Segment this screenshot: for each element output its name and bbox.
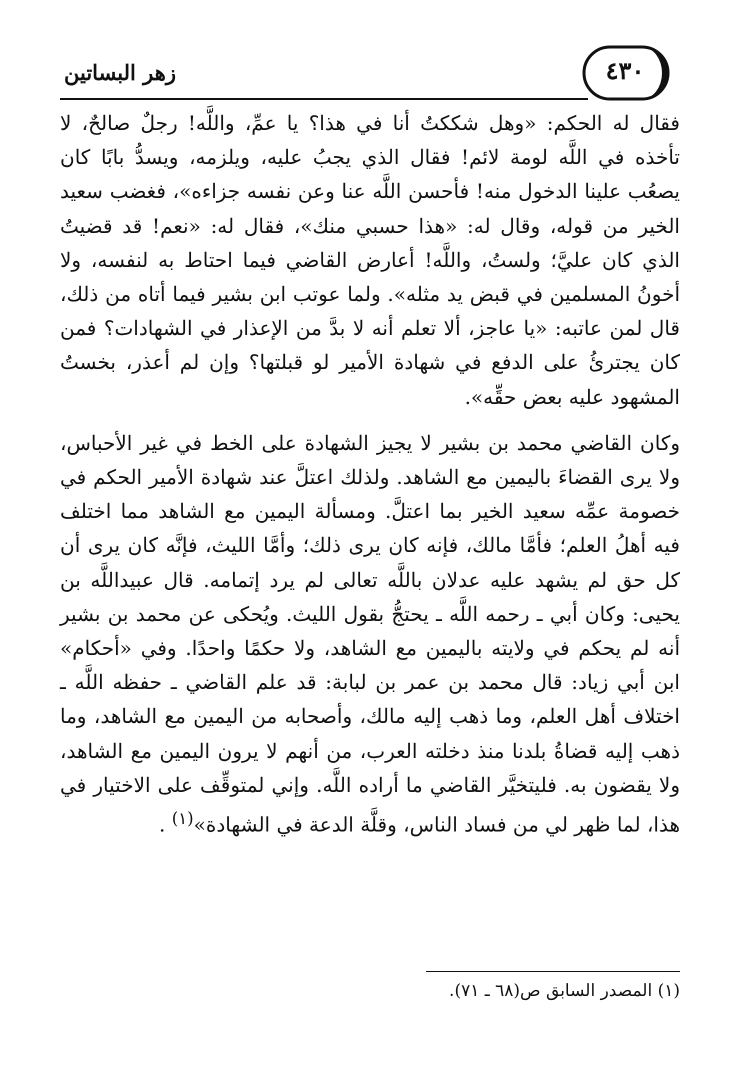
- paragraph-1: فقال له الحكم: «وهل شككتُ أنا في هذا؟ يا عمِّ، واللَّه! رجلٌ صالحٌ، لا تأخذه في اللَّه لومة لائم! فقال الذي يجبُ عليه، ويلزمه، ويسدُّ بابًا كان يصعُب علينا الدخول منه! فأحسن اللَّه عنا وعن نفسه جزاءه»، فغضب سعيد الخير من قوله، وقال له: «هذا حسبي منك»، فقال له: «نعم! قد قضيتُ الذي كان عليَّ؛ ولستُ، واللَّه! أعارض القاضي فيما احتاط به لنفسه، ولا أخونُ المسلمين في قبض يد مثله». ولما عوتب ابن بشير فيما أتاه من ذلك، قال لمن عاتبه: «يا عاجز، ألا تعلم أنه لا بدَّ من الإعذار في الشهادات؟ فمن كان يجترئُ على الدفع في شهادة الأمير لو قبلتها؟ وإن لم أعذر، بخستُ المشهود عليه بعض حقِّه».: [60, 111, 680, 409]
- paragraph-2: وكان القاضي محمد بن بشير لا يجيز الشهادة على الخط في غير الأحباس، ولا يرى القضاءَ باليمين مع الشاهد. ولذلك اعتلَّ عند شهادة الأمير الحكم في خصومة عمِّه سعيد الخير بما اعتلَّ. ومسألة اليمين مع الشاهد مما اختلف فيه أهلُ العلم؛ فأمَّا مالك، فإنه كان يرى ذلك؛ وأمَّا الليث، فإنَّه كان يرى أن كل حق لم يشهد عليه عدلان باللَّه تعالى لم يرد إتمامه. قال عبيداللَّه بن يحيى: وكان أبي ـ رحمه اللَّه ـ يحتجُّ بقول الليث. ويُحكى عن محمد بن بشير أنه لم يحكم في ولايته باليمين مع الشاهد، ولا حكمًا واحدًا. وفي «أحكام» ابن أبي زياد: قال محمد بن عمر بن لبابة: قد علم القاضي ـ حفظه اللَّه ـ اختلاف أهل العلم، وما ذهب إليه مالك، وأصحابه من اليمين مع الشاهد، وما ذهب إليه قضاةُ بلدنا منذ دخلته العرب، من أنهم لا يرون اليمين مع الشاهد، ولا يقضون به. فليتخيَّر القاضي ما أراده اللَّه. وإني لمتوقِّف على الاختيار في هذا، لما ظهر لي من فساد الناس، وقلَّة الدعة في الشهادة»$^{(١)}$ .: [60, 430, 680, 837]
- paragraph-2-text: وكان القاضي محمد بن بشير لا يجيز الشهادة على الخط في غير الأحباس، ولا يرى القضاءَ باليمين مع الشاهد. ولذلك اعتلَّ عند شهادة الأمير الحكم في خصومة عمِّه سعيد الخير بما اعتلَّ. ومسألة اليمين مع الشاهد مما اختلف فيه أهلُ العلم؛ فأمَّا مالك، فإنه كان يرى ذلك؛ وأمَّا الليث، فإنَّه كان يرى أن كل حق لم يشهد عليه عدلان باللَّه تعالى لم يرد إتمامه. قال عبيداللَّه بن يحيى: وكان أبي ـ رحمه اللَّه ـ يحتجُّ بقول الليث. ويُحكى عن محمد بن بشير أنه لم يحكم في ولايته باليمين مع الشاهد، ولا حكمًا واحدًا. وفي «أحكام» ابن أبي زياد: قال محمد بن عمر بن لبابة: قد علم القاضي ـ حفظه اللَّه ـ اختلاف أهل العلم، وما ذهب إليه مالك، وأصحابه من اليمين مع الشاهد، وما ذهب إليه قضاةُ بلدنا منذ دخلته العرب، من أنهم لا يرون اليمين مع الشاهد، ولا يقضون به. فليتخيَّر القاضي ما أراده اللَّه. وإني لمتوقِّف على الاختيار في هذا، لما ظهر لي من فساد الناس، وقلَّة الدعة في الشهادة: [60, 430, 680, 837]
- book-title: زهر البساتين: [64, 60, 176, 85]
- footnote-marker: (١): [171, 809, 194, 829]
- paragraph-2-end: .: [158, 812, 172, 837]
- page-number-badge: [580, 42, 670, 104]
- footnote: (١) المصدر السابق ص(٦٨ ـ ٧١).: [449, 981, 680, 1001]
- footnote-rule: [426, 971, 680, 972]
- header-rule: [60, 98, 588, 100]
- page-number: ٤٣٠: [605, 56, 645, 85]
- main-text: [60, 106, 680, 842]
